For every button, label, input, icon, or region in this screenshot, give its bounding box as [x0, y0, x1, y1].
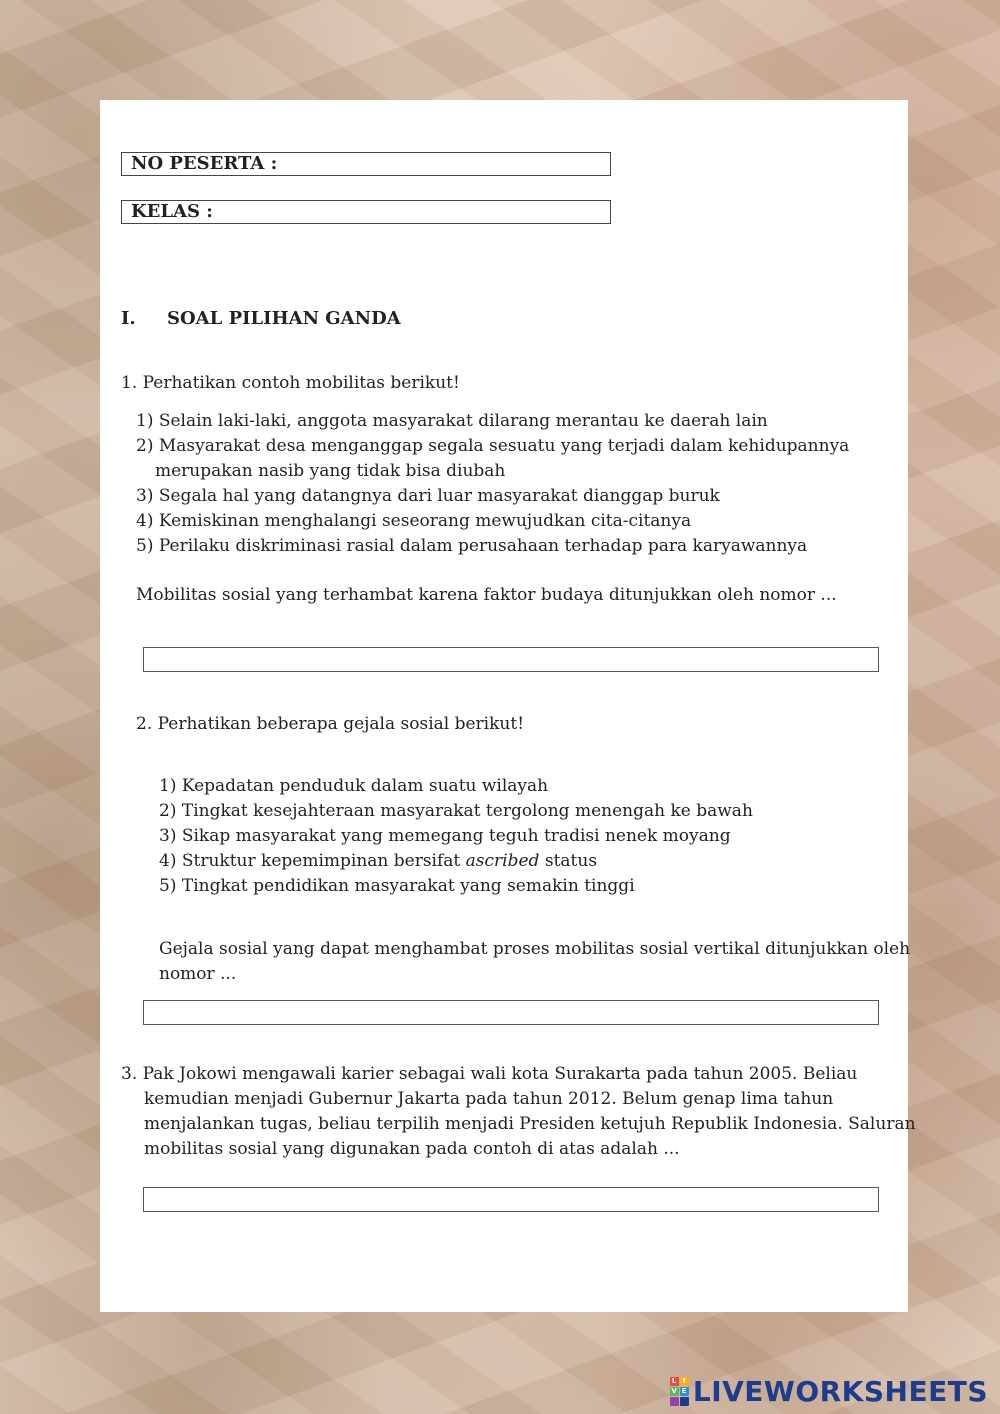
logo-letter-i: I: [680, 1377, 689, 1386]
q1-question: Mobilitas sosial yang terhambat karena faktor budaya ditunjukkan oleh nomor ...: [136, 585, 837, 605]
section-heading: [121, 306, 401, 332]
q3-line-4: mobilitas sosial yang digunakan pada contoh di atas adalah ...: [144, 1139, 680, 1159]
q2-item-4-text: 4) Struktur kepemimpinan bersifat: [159, 851, 461, 871]
q1-item-3: 3) Segala hal yang datangnya dari luar masyarakat dianggap buruk: [136, 486, 720, 506]
q1-item-1: 1) Selain laki-laki, anggota masyarakat dilarang merantau ke daerah lain: [136, 411, 768, 431]
logo-letter-e: E: [681, 1386, 688, 1395]
q1-item-2-cont: merupakan nasib yang tidak bisa diubah: [155, 461, 506, 481]
logo-letter-l: L: [670, 1377, 679, 1386]
q1-item-5: 5) Perilaku diskriminasi rasial dalam perusahaan terhadap para karyawannya: [136, 536, 808, 556]
q2-item-2: 2) Tingkat kesejahteraan masyarakat tergolong menengah ke bawah: [159, 801, 753, 821]
q1-stem: 1. Perhatikan contoh mobilitas berikut!: [121, 373, 460, 393]
q2-stem: 2. Perhatikan beberapa gejala sosial berikut!: [136, 714, 525, 734]
logo-block-2: [680, 1397, 689, 1406]
q3-answer-input[interactable]: [143, 1187, 879, 1212]
no-peserta-field[interactable]: [121, 152, 611, 176]
liveworksheets-brand[interactable]: [670, 1374, 988, 1408]
q2-question-line2: nomor ...: [159, 964, 237, 984]
q2-item-3: 3) Sikap masyarakat yang memegang teguh tradisi nenek moyang: [159, 826, 731, 846]
q2-question-line1: Gejala sosial yang dapat menghambat proses mobilitas sosial vertikal ditunjukkan oleh: [159, 939, 911, 959]
q2-item-5: 5) Tingkat pendidikan masyarakat yang semakin tinggi: [159, 876, 635, 896]
logo-letter-v: V: [671, 1386, 678, 1395]
q1-item-2: 2) Masyarakat desa menganggap segala sesuatu yang terjadi dalam kehidupannya: [136, 436, 850, 456]
section-number: I.: [121, 308, 136, 329]
q1-answer-input[interactable]: [143, 647, 879, 672]
q2-item-4-end: status: [544, 851, 598, 871]
liveworksheets-logo-icon: [670, 1377, 689, 1406]
q3-line-1: 3. Pak Jokowi mengawali karier sebagai wali kota Surakarta pada tahun 2005. Beliau: [121, 1064, 858, 1084]
kelas-field[interactable]: [121, 200, 611, 224]
q3-line-2: kemudian menjadi Gubernur Jakarta pada tahun 2012. Belum genap lima tahun: [144, 1089, 834, 1109]
q2-item-4-italic: ascribed: [465, 851, 540, 871]
brand-name: LIVEWORKSHEETS: [692, 1374, 988, 1408]
q3-line-3: menjalankan tugas, beliau terpilih menjadi Presiden ketujuh Republik Indonesia. Saluran: [144, 1114, 916, 1134]
q1-item-4: 4) Kemiskinan menghalangi seseorang mewujudkan cita-citanya: [136, 511, 692, 531]
q2-item-4: [159, 849, 597, 874]
q2-item-1: 1) Kepadatan penduduk dalam suatu wilayah: [159, 776, 549, 796]
no-peserta-label: NO PESERTA :: [131, 153, 278, 174]
section-title: SOAL PILIHAN GANDA: [167, 308, 401, 329]
logo-block: [670, 1397, 679, 1406]
q2-answer-input[interactable]: [143, 1000, 879, 1025]
kelas-label: KELAS :: [131, 201, 213, 222]
